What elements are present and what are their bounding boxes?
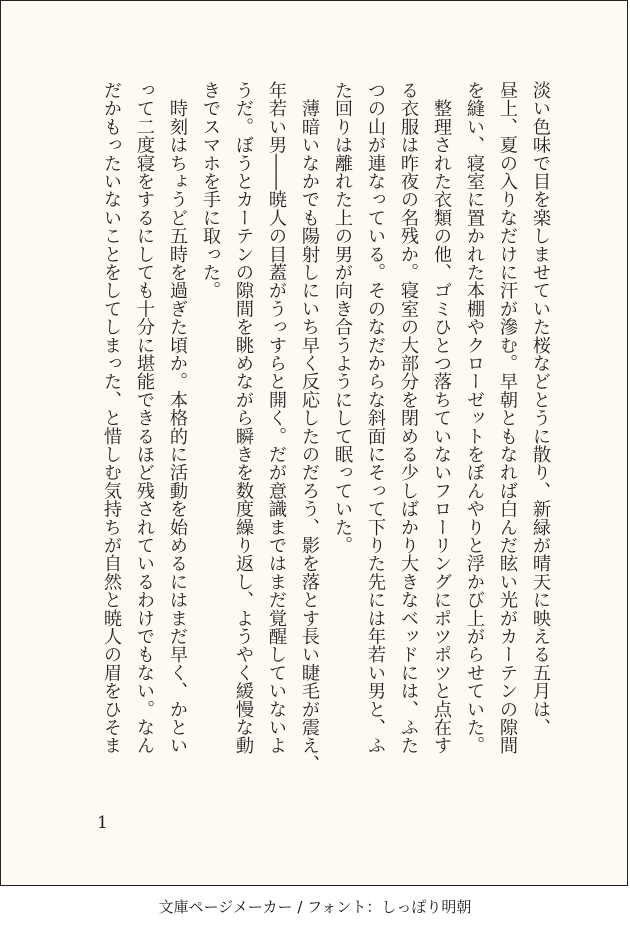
text-line: 薄暗いなかでも陽射しにいち早く反応したのだろう、影を落とす長い睫毛が震え、 [299,81,320,773]
text-line: うだ。ぼうとカーテンの隙間を眺めながら瞬きを数度繰り返し、ようやく緩慢な動 [233,81,254,755]
text-line: だかもったいないことをしてしまった、と惜しむ気持ちが自然と暁人の眉をひそま [101,81,122,755]
text-line: た回りは離れた上の男が向き合うようにして眠っていた。 [332,81,353,555]
text-line: 整理された衣類の他、ゴミひとつ落ちていないフローリングにポツポツと点在す [431,81,452,755]
text-line: って二度寝をするにしても十分に堪能できるほど残されているわけでもない。なん [134,81,155,755]
text-line: る衣服は昨夜の名残か。寝室の大部分を閉める少しばかり大きなベッドには、ふた [398,81,419,755]
footer-credit: 文庫ページメーカー / フォント：しっぽり明朝 [158,898,472,916]
text-line: 昼上、夏の入りなだけに汗が滲む。早朝ともなれば白んだ眩い光がカーテンの隙間 [497,81,518,755]
text-line: きでスマホを手に取った。 [200,81,221,300]
text-line: 淡い色味で目を楽しませていた桜などとうに散り、新緑が晴天に映える五月は、 [530,81,551,737]
page-number: 1 [97,813,108,833]
text-line: を縫い、寝室に置かれた本棚やクローゼットをぼんやりと浮かび上がらせていた。 [464,81,485,755]
text-line: つの山が連なっている。そのなだからな斜面にそって下りた先には年若い男と、ふ [365,81,386,755]
text-line: 時刻はちょうど五時を過ぎた頃か。本格的に活動を始めるにはまだ早く、かとい [167,81,188,755]
text-line: 年若い男――暁人の目蓋がうっすらと開く。だが意識まではまだ覚醒していないよ [266,81,287,755]
vertical-text-body [95,81,557,821]
